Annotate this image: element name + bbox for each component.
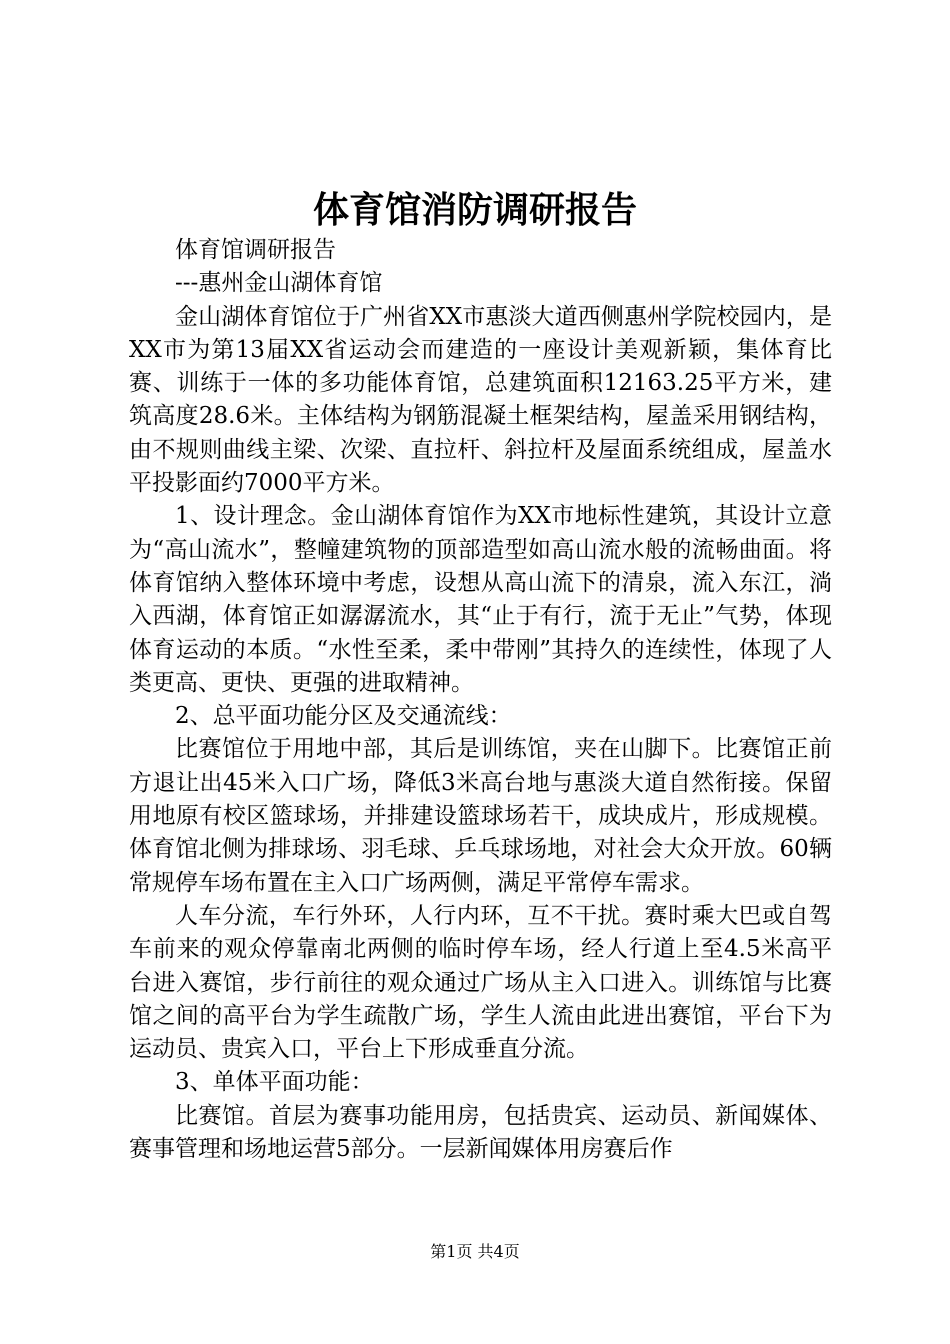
paragraph-competition-hall: 比赛馆。首层为赛事功能用房，包括贵宾、运动员、新闻媒体、赛事管理和场地运营5部分。一层新闻媒体用房赛后作: [129, 1102, 832, 1163]
paragraph-site-layout: 比赛馆位于用地中部，其后是训练馆，夹在山脚下。比赛馆正前方退让出45米入口广场，降低3米高台地与惠淡大道自然衔接。保留用地原有校区篮球场，并排建设篮球场若干，成块成片，形成规模。体育馆北侧为排球场、羽毛球、乒乓球场地，对社会大众开放。60辆常规停车场布置在主入口广场两侧，满足平常停车需求。: [129, 736, 832, 896]
paragraph-overview: 金山湖体育馆位于广州省XX市惠淡大道西侧惠州学院校园内，是XX市为第13届XX省运动会而建造的一座设计美观新颖，集体育比赛、训练于一体的多功能体育馆，总建筑面积12163.25平方米，建筑高度28.6米。主体结构为钢筋混凝土框架结构，屋盖采用钢结构，由不规则曲线主梁、次梁、直拉杆、斜拉杆及屋面系统组成，屋盖水平投影面约7000平方米。: [129, 303, 832, 497]
section-heading-site-plan: 2、总平面功能分区及交通流线：: [175, 703, 512, 730]
document-title: 体育馆消防调研报告: [312, 189, 637, 231]
paragraph-subtitle: 体育馆调研报告: [175, 237, 336, 263]
page-footer: 第1页 共4页: [430, 1242, 520, 1261]
section-heading-floor-plan: 3、单体平面功能：: [175, 1069, 374, 1096]
paragraph-design-concept: 1、设计理念。金山湖体育馆作为XX市地标性建筑，其设计立意为“高山流水”，整幢建筑物的顶部造型如高山流水般的流畅曲面。将体育馆纳入整体环境中考虑，设想从高山流下的清泉，流入东江，淌入西湖，体育馆正如潺潺流水，其“止于有行，流于无止”气势，体现体育运动的本质。“水性至柔，柔中带刚”其持久的连续性，体现了人类更高、更快、更强的进取精神。: [129, 503, 832, 696]
document-body: [129, 234, 832, 1166]
paragraph-traffic-flow: 人车分流，车行外环，人行内环，互不干扰。赛时乘大巴或自驾车前来的观众停靠南北两侧的临时停车场，经人行道上至4.5米高平台进入赛馆，步行前往的观众通过广场从主入口进入。训练馆与比赛馆之间的高平台为学生疏散广场，学生人流由此进出赛馆，平台下为运动员、贵宾入口，平台上下形成垂直分流。: [129, 902, 832, 1063]
paragraph-venue-name: ---惠州金山湖体育馆: [175, 270, 383, 297]
